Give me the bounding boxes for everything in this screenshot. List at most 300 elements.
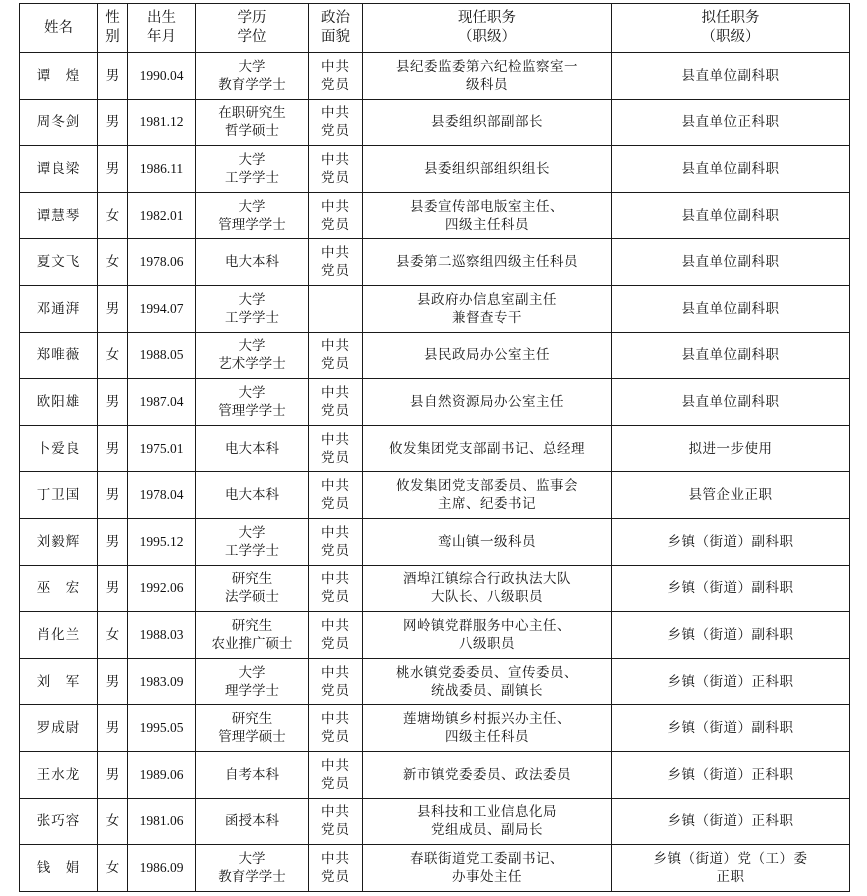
cell-gender-text: 男 xyxy=(105,393,120,410)
header-birth: 出生 年月 xyxy=(128,4,196,53)
cell-education-line: 研究生 xyxy=(231,711,273,728)
cell-party-line: 党员 xyxy=(321,822,350,839)
cell-party-line: 中共 xyxy=(321,571,350,588)
cell-proposed-position xyxy=(612,751,850,798)
cell-proposed-position xyxy=(612,285,850,332)
cell-party-line: 党员 xyxy=(321,496,350,513)
cell-current-position xyxy=(363,239,612,286)
cell-name-text: 王水龙 xyxy=(36,766,81,783)
cell-education-line: 哲学硕士 xyxy=(225,123,279,140)
cell-name xyxy=(20,565,98,612)
cell-education-line: 法学硕士 xyxy=(225,589,279,606)
cell-current-position-line: 兼督查专干 xyxy=(452,309,522,326)
cell-birth-text: 1989.06 xyxy=(139,766,184,782)
cell-proposed-position-line: 县直单位副科职 xyxy=(681,160,780,177)
cell-party xyxy=(309,658,363,705)
cell-birth-text: 1982.01 xyxy=(139,207,184,223)
cell-birth-text: 1981.12 xyxy=(139,114,184,130)
cell-birth-text: 1992.06 xyxy=(139,580,184,596)
cell-name-text: 欧阳雄 xyxy=(36,393,81,410)
cell-party-line: 中共 xyxy=(321,58,350,75)
cell-birth-text: 1978.06 xyxy=(139,254,184,270)
cell-current-position-line: 酒埠江镇综合行政执法大队 xyxy=(403,571,571,588)
cell-education xyxy=(196,751,309,798)
cell-gender-text: 女 xyxy=(105,626,120,643)
cell-education-line: 大学 xyxy=(238,338,266,355)
cell-current-position xyxy=(363,751,612,798)
cell-proposed-position-line: 乡镇（街道）副科职 xyxy=(667,626,794,643)
cell-birth xyxy=(128,425,196,472)
cell-birth-text: 1994.07 xyxy=(139,300,184,316)
cell-education xyxy=(196,658,309,705)
cell-current-position-line: 级科员 xyxy=(466,76,508,93)
cell-education-line: 教育学学士 xyxy=(218,76,286,93)
cell-party xyxy=(309,425,363,472)
cell-party-line: 党员 xyxy=(321,263,350,280)
cell-party-line: 党员 xyxy=(321,589,350,606)
cell-current-position xyxy=(363,146,612,193)
cell-birth-text: 1995.12 xyxy=(139,533,184,549)
cell-name-text: 罗成尉 xyxy=(36,720,81,737)
cell-current-position xyxy=(363,53,612,100)
cell-birth-text: 1981.06 xyxy=(139,813,184,829)
cell-gender xyxy=(98,658,128,705)
cell-party-line: 党员 xyxy=(321,76,350,93)
cell-birth xyxy=(128,472,196,519)
cell-proposed-position xyxy=(612,658,850,705)
cell-party xyxy=(309,53,363,100)
table-row xyxy=(20,425,850,472)
cell-party xyxy=(309,285,363,332)
cell-current-position-line: 县科技和工业信息化局 xyxy=(417,804,557,821)
cell-party xyxy=(309,845,363,892)
cell-party-line: 党员 xyxy=(321,449,350,466)
cell-party-line: 党员 xyxy=(321,635,350,652)
cell-birth xyxy=(128,565,196,612)
header-party: 政治 面貌 xyxy=(309,4,363,53)
cell-party-line: 党员 xyxy=(321,169,350,186)
cell-education-line: 工学学士 xyxy=(225,169,279,186)
table-row xyxy=(20,332,850,379)
table-row xyxy=(20,53,850,100)
table-row xyxy=(20,845,850,892)
cell-gender xyxy=(98,53,128,100)
cell-current-position xyxy=(363,332,612,379)
cell-name-text: 谭慧琴 xyxy=(36,207,81,224)
table-row xyxy=(20,472,850,519)
cell-birth-text: 1988.03 xyxy=(139,626,184,642)
cell-current-position-line: 四级主任科员 xyxy=(445,216,529,233)
cell-current-position xyxy=(363,705,612,752)
cell-current-position-line: 大队长、八级职员 xyxy=(431,589,543,606)
cell-gender xyxy=(98,845,128,892)
cell-education-line: 大学 xyxy=(238,384,266,401)
cell-party-line: 党员 xyxy=(321,216,350,233)
cell-education xyxy=(196,379,309,426)
cell-education xyxy=(196,99,309,146)
cell-current-position-line: 鸾山镇一级科员 xyxy=(438,533,536,550)
cell-gender-text: 男 xyxy=(105,533,120,550)
cell-party-line: 党员 xyxy=(321,729,350,746)
cell-current-position-line: 桃水镇党委委员、宣传委员、 xyxy=(396,664,578,681)
cell-name-text: 谭良梁 xyxy=(36,160,81,177)
cell-proposed-position-line: 县直单位副科职 xyxy=(681,393,780,410)
cell-party-line: 中共 xyxy=(321,384,350,401)
table-row xyxy=(20,705,850,752)
table-row xyxy=(20,751,850,798)
cell-name xyxy=(20,192,98,239)
cell-party-line: 党员 xyxy=(321,868,350,885)
table-row xyxy=(20,798,850,845)
cell-education-line: 教育学学士 xyxy=(218,868,286,885)
cell-birth-text: 1975.01 xyxy=(139,440,184,456)
cell-education xyxy=(196,518,309,565)
cell-current-position xyxy=(363,565,612,612)
cell-current-position xyxy=(363,612,612,659)
cell-party-line: 中共 xyxy=(321,757,350,774)
cell-gender-text: 男 xyxy=(105,440,120,457)
cell-name xyxy=(20,99,98,146)
cell-current-position xyxy=(363,285,612,332)
cell-current-position-line: 主席、纪委书记 xyxy=(438,496,536,513)
cell-name xyxy=(20,751,98,798)
cell-proposed-position xyxy=(612,845,850,892)
cell-education-line: 电大本科 xyxy=(225,254,279,271)
cell-gender xyxy=(98,146,128,193)
cell-proposed-position-line: 乡镇（街道）党（工）委 xyxy=(653,850,808,867)
cell-gender-text: 女 xyxy=(105,813,120,830)
cell-proposed-position xyxy=(612,472,850,519)
cell-name-text: 肖化兰 xyxy=(36,626,81,643)
cell-party-line: 中共 xyxy=(321,617,350,634)
cell-proposed-position-line: 县直单位正科职 xyxy=(681,114,780,131)
cell-education xyxy=(196,332,309,379)
header-name: 姓名 xyxy=(20,4,98,53)
table-row xyxy=(20,146,850,193)
table-row xyxy=(20,99,850,146)
candidate-table xyxy=(19,3,850,892)
cell-birth-text: 1990.04 xyxy=(139,67,184,83)
cell-proposed-position-line: 县直单位副科职 xyxy=(681,207,780,224)
cell-current-position-line: 县委组织部组织组长 xyxy=(424,160,550,177)
header-education: 学历 学位 xyxy=(196,4,309,53)
cell-party-line: 党员 xyxy=(321,123,350,140)
cell-birth xyxy=(128,751,196,798)
cell-name xyxy=(20,518,98,565)
cell-birth xyxy=(128,705,196,752)
table-row xyxy=(20,192,850,239)
cell-proposed-position xyxy=(612,425,850,472)
cell-gender-text: 男 xyxy=(105,487,120,504)
cell-party xyxy=(309,379,363,426)
cell-proposed-position-line: 乡镇（街道）副科职 xyxy=(667,533,794,550)
cell-party xyxy=(309,192,363,239)
cell-gender xyxy=(98,285,128,332)
cell-current-position xyxy=(363,658,612,705)
cell-proposed-position-line: 乡镇（街道）副科职 xyxy=(667,580,794,597)
cell-proposed-position-line: 县直单位副科职 xyxy=(681,67,780,84)
cell-current-position xyxy=(363,379,612,426)
cell-education-line: 大学 xyxy=(238,151,266,168)
cell-education-line: 管理学硕士 xyxy=(218,729,286,746)
cell-name xyxy=(20,612,98,659)
cell-proposed-position xyxy=(612,798,850,845)
cell-gender-text: 男 xyxy=(105,673,120,690)
table-body xyxy=(20,53,850,892)
cell-education-line: 大学 xyxy=(238,850,266,867)
cell-birth xyxy=(128,285,196,332)
cell-proposed-position xyxy=(612,99,850,146)
cell-current-position-line: 县政府办信息室副主任 xyxy=(417,291,557,308)
cell-current-position-line: 网岭镇党群服务中心主任、 xyxy=(403,617,571,634)
cell-party xyxy=(309,705,363,752)
cell-gender xyxy=(98,379,128,426)
cell-gender-text: 女 xyxy=(105,207,120,224)
cell-party-line: 中共 xyxy=(321,664,350,681)
cell-education-line: 大学 xyxy=(238,198,266,215)
cell-name xyxy=(20,705,98,752)
cell-birth-text: 1988.05 xyxy=(139,347,184,363)
cell-party-line: 党员 xyxy=(321,356,350,373)
cell-proposed-position xyxy=(612,565,850,612)
cell-current-position xyxy=(363,798,612,845)
cell-proposed-position xyxy=(612,379,850,426)
cell-education-line: 工学学士 xyxy=(225,309,279,326)
cell-party-line: 中共 xyxy=(321,151,350,168)
cell-name-text: 张巧容 xyxy=(36,813,81,830)
cell-current-position-line: 攸发集团党支部委员、监事会 xyxy=(396,478,578,495)
cell-birth xyxy=(128,798,196,845)
cell-proposed-position xyxy=(612,332,850,379)
cell-education-line: 理学学士 xyxy=(225,682,279,699)
cell-name xyxy=(20,845,98,892)
cell-name xyxy=(20,658,98,705)
cell-education xyxy=(196,285,309,332)
cell-party-line: 党员 xyxy=(321,402,350,419)
cell-party xyxy=(309,99,363,146)
cell-current-position xyxy=(363,99,612,146)
table-row xyxy=(20,379,850,426)
cell-party-line: 中共 xyxy=(321,804,350,821)
cell-education-line: 艺术学学士 xyxy=(218,356,286,373)
cell-education-line: 管理学学士 xyxy=(218,402,286,419)
cell-birth-text: 1986.11 xyxy=(139,160,184,176)
cell-proposed-position-line: 拟进一步使用 xyxy=(688,440,773,457)
cell-name-text: 钱 娟 xyxy=(36,859,81,876)
cell-education-line: 大学 xyxy=(238,664,266,681)
cell-current-position-line: 县民政局办公室主任 xyxy=(424,347,550,364)
cell-party xyxy=(309,239,363,286)
cell-name-text: 巫 宏 xyxy=(36,580,81,597)
cell-party xyxy=(309,472,363,519)
cell-proposed-position-line: 乡镇（街道）正科职 xyxy=(667,766,794,783)
cell-party-line: 中共 xyxy=(321,198,350,215)
cell-name xyxy=(20,425,98,472)
cell-party-line: 中共 xyxy=(321,711,350,728)
cell-name-text: 邓通湃 xyxy=(36,300,81,317)
table-row xyxy=(20,518,850,565)
cell-education-line: 大学 xyxy=(238,524,266,541)
cell-gender-text: 女 xyxy=(105,859,120,876)
cell-education-line: 自考本科 xyxy=(225,766,279,783)
cell-education-line: 大学 xyxy=(238,58,266,75)
header-row xyxy=(20,4,850,53)
cell-party xyxy=(309,332,363,379)
cell-current-position-line: 莲塘坳镇乡村振兴办主任、 xyxy=(403,711,571,728)
cell-education-line: 工学学士 xyxy=(225,542,279,559)
cell-education xyxy=(196,705,309,752)
cell-gender-text: 女 xyxy=(105,254,120,271)
cell-current-position xyxy=(363,845,612,892)
cell-current-position-line: 春联街道党工委副书记、 xyxy=(410,850,564,867)
cell-party xyxy=(309,798,363,845)
table-row xyxy=(20,565,850,612)
cell-name-text: 周冬剑 xyxy=(36,114,81,131)
cell-current-position-line: 县委第二巡察组四级主任科员 xyxy=(396,254,578,271)
cell-proposed-position-line: 县直单位副科职 xyxy=(681,254,780,271)
cell-education-line: 大学 xyxy=(238,291,266,308)
candidate-roster xyxy=(19,3,850,892)
table-row xyxy=(20,239,850,286)
cell-current-position xyxy=(363,472,612,519)
cell-education xyxy=(196,612,309,659)
cell-education xyxy=(196,472,309,519)
cell-party-line: 中共 xyxy=(321,478,350,495)
cell-name xyxy=(20,332,98,379)
cell-education-line: 在职研究生 xyxy=(218,105,286,122)
cell-education-line: 管理学学士 xyxy=(218,216,286,233)
cell-current-position-line: 县自然资源局办公室主任 xyxy=(410,393,564,410)
cell-party-line: 中共 xyxy=(321,850,350,867)
cell-proposed-position-line: 乡镇（街道）正科职 xyxy=(667,673,794,690)
cell-party-line: 中共 xyxy=(321,338,350,355)
cell-name-text: 谭 煌 xyxy=(36,67,81,84)
cell-current-position-line: 八级职员 xyxy=(459,635,515,652)
cell-birth xyxy=(128,146,196,193)
cell-gender xyxy=(98,425,128,472)
cell-gender-text: 男 xyxy=(105,720,120,737)
cell-birth xyxy=(128,192,196,239)
header-gender: 性 别 xyxy=(98,4,128,53)
cell-name-text: 刘 军 xyxy=(36,673,81,690)
cell-proposed-position-line: 县直单位副科职 xyxy=(681,300,780,317)
cell-name-text: 夏文飞 xyxy=(36,254,81,271)
cell-birth xyxy=(128,518,196,565)
cell-education-line: 研究生 xyxy=(231,617,273,634)
cell-name-text: 丁卫国 xyxy=(36,487,81,504)
cell-birth-text: 1986.09 xyxy=(139,859,184,875)
cell-gender xyxy=(98,192,128,239)
cell-current-position xyxy=(363,425,612,472)
cell-current-position-line: 县纪委监委第六纪检监察室一 xyxy=(396,58,578,75)
cell-name-text: 刘毅辉 xyxy=(36,533,81,550)
table-row xyxy=(20,612,850,659)
cell-proposed-position-line: 正职 xyxy=(716,868,745,885)
cell-proposed-position xyxy=(612,239,850,286)
cell-education-line: 研究生 xyxy=(231,571,273,588)
cell-current-position-line: 党组成员、副局长 xyxy=(431,822,543,839)
cell-proposed-position xyxy=(612,192,850,239)
cell-gender xyxy=(98,472,128,519)
cell-birth xyxy=(128,332,196,379)
cell-proposed-position xyxy=(612,612,850,659)
cell-gender-text: 女 xyxy=(105,347,120,364)
table-row xyxy=(20,285,850,332)
cell-proposed-position xyxy=(612,146,850,193)
cell-gender xyxy=(98,332,128,379)
cell-gender-text: 男 xyxy=(105,67,120,84)
cell-birth-text: 1978.04 xyxy=(139,487,184,503)
cell-birth xyxy=(128,379,196,426)
cell-party-line: 党员 xyxy=(321,682,350,699)
cell-name xyxy=(20,53,98,100)
cell-gender-text: 男 xyxy=(105,300,120,317)
cell-party xyxy=(309,612,363,659)
cell-name-text: 卜爱良 xyxy=(36,440,81,457)
cell-name xyxy=(20,379,98,426)
cell-education-line: 电大本科 xyxy=(225,487,279,504)
cell-party-line: 中共 xyxy=(321,245,350,262)
cell-current-position-line: 办事处主任 xyxy=(452,868,522,885)
cell-gender xyxy=(98,705,128,752)
cell-gender xyxy=(98,239,128,286)
cell-gender xyxy=(98,565,128,612)
cell-birth-text: 1987.04 xyxy=(139,393,184,409)
cell-birth xyxy=(128,239,196,286)
cell-party-line: 中共 xyxy=(321,431,350,448)
cell-education xyxy=(196,239,309,286)
cell-party-line: 党员 xyxy=(321,542,350,559)
cell-party-line: 中共 xyxy=(321,105,350,122)
cell-proposed-position-line: 县管企业正职 xyxy=(688,487,773,504)
cell-party xyxy=(309,518,363,565)
cell-gender-text: 男 xyxy=(105,114,120,131)
cell-gender xyxy=(98,612,128,659)
cell-birth xyxy=(128,99,196,146)
cell-gender xyxy=(98,99,128,146)
cell-education-line: 农业推广硕士 xyxy=(211,635,293,652)
cell-name xyxy=(20,798,98,845)
cell-education-line: 电大本科 xyxy=(225,440,279,457)
cell-proposed-position-line: 乡镇（街道）副科职 xyxy=(667,720,794,737)
cell-proposed-position xyxy=(612,705,850,752)
cell-gender xyxy=(98,751,128,798)
table-row xyxy=(20,658,850,705)
cell-gender xyxy=(98,798,128,845)
cell-current-position-line: 新市镇党委委员、政法委员 xyxy=(403,766,571,783)
cell-education xyxy=(196,565,309,612)
cell-name xyxy=(20,239,98,286)
cell-party-line: 中共 xyxy=(321,524,350,541)
cell-current-position-line: 县委组织部副部长 xyxy=(431,114,543,131)
cell-party-line: 党员 xyxy=(321,775,350,792)
cell-current-position xyxy=(363,518,612,565)
cell-gender-text: 男 xyxy=(105,160,120,177)
cell-name xyxy=(20,472,98,519)
cell-party xyxy=(309,146,363,193)
cell-proposed-position-line: 乡镇（街道）正科职 xyxy=(667,813,794,830)
cell-education xyxy=(196,798,309,845)
cell-education xyxy=(196,192,309,239)
cell-proposed-position xyxy=(612,53,850,100)
cell-name-text: 郑唯薇 xyxy=(36,347,81,364)
cell-current-position-line: 县委宣传部电版室主任、 xyxy=(410,198,564,215)
cell-party xyxy=(309,565,363,612)
cell-current-position xyxy=(363,192,612,239)
cell-birth xyxy=(128,658,196,705)
cell-birth-text: 1983.09 xyxy=(139,673,184,689)
cell-gender xyxy=(98,518,128,565)
